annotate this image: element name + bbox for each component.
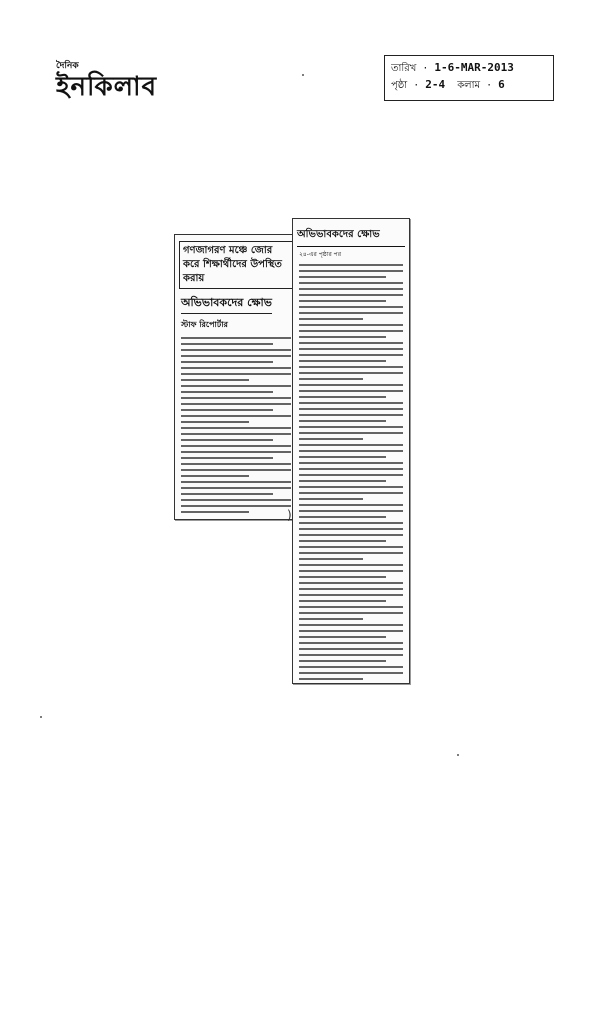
news-clipping-part-1 [174,234,298,520]
newspaper-masthead [56,58,157,101]
speck [302,74,304,76]
clipping-byline: স্টাফ রিপোর্টার [181,320,228,329]
article-continuation-text [293,262,409,684]
bracket-mark: ) [287,508,292,522]
article-body-text [175,335,297,519]
newspaper-name: ইনকিলাব [56,72,158,102]
stamp-date-row: তারিখ · 1-6-MAR-2013 [391,61,514,74]
speck [40,716,42,718]
stamp-date-value: 1-6-MAR-2013 [434,61,514,74]
stamp-column-value: 6 [498,78,505,91]
masthead-kicker: দৈনিক [56,61,79,71]
continuation-title: অভিভাবকদের ক্ষোভ [297,227,405,247]
stamp-date-label: তারিখ [391,63,417,74]
clipping-subheadline: অভিভাবকদের ক্ষোভ [181,294,272,314]
clipping-headline: গণজাগরণ মঞ্চে জোর করে শিক্ষার্থীদের উপস্থিত করায় [179,241,293,289]
stamp-page-label: পৃষ্ঠা [391,80,408,91]
stamp-page-value: 2-4 [425,78,446,91]
continued-note: ২৪-এর পৃষ্ঠার পর [299,251,342,258]
stamp-column-label: কলাম [457,80,481,91]
clipping-stamp [384,55,554,101]
stamp-page-row: পৃষ্ঠা · 2-4 কলাম · 6 [391,78,505,91]
news-clipping-part-2 [292,218,410,684]
speck [457,754,459,756]
